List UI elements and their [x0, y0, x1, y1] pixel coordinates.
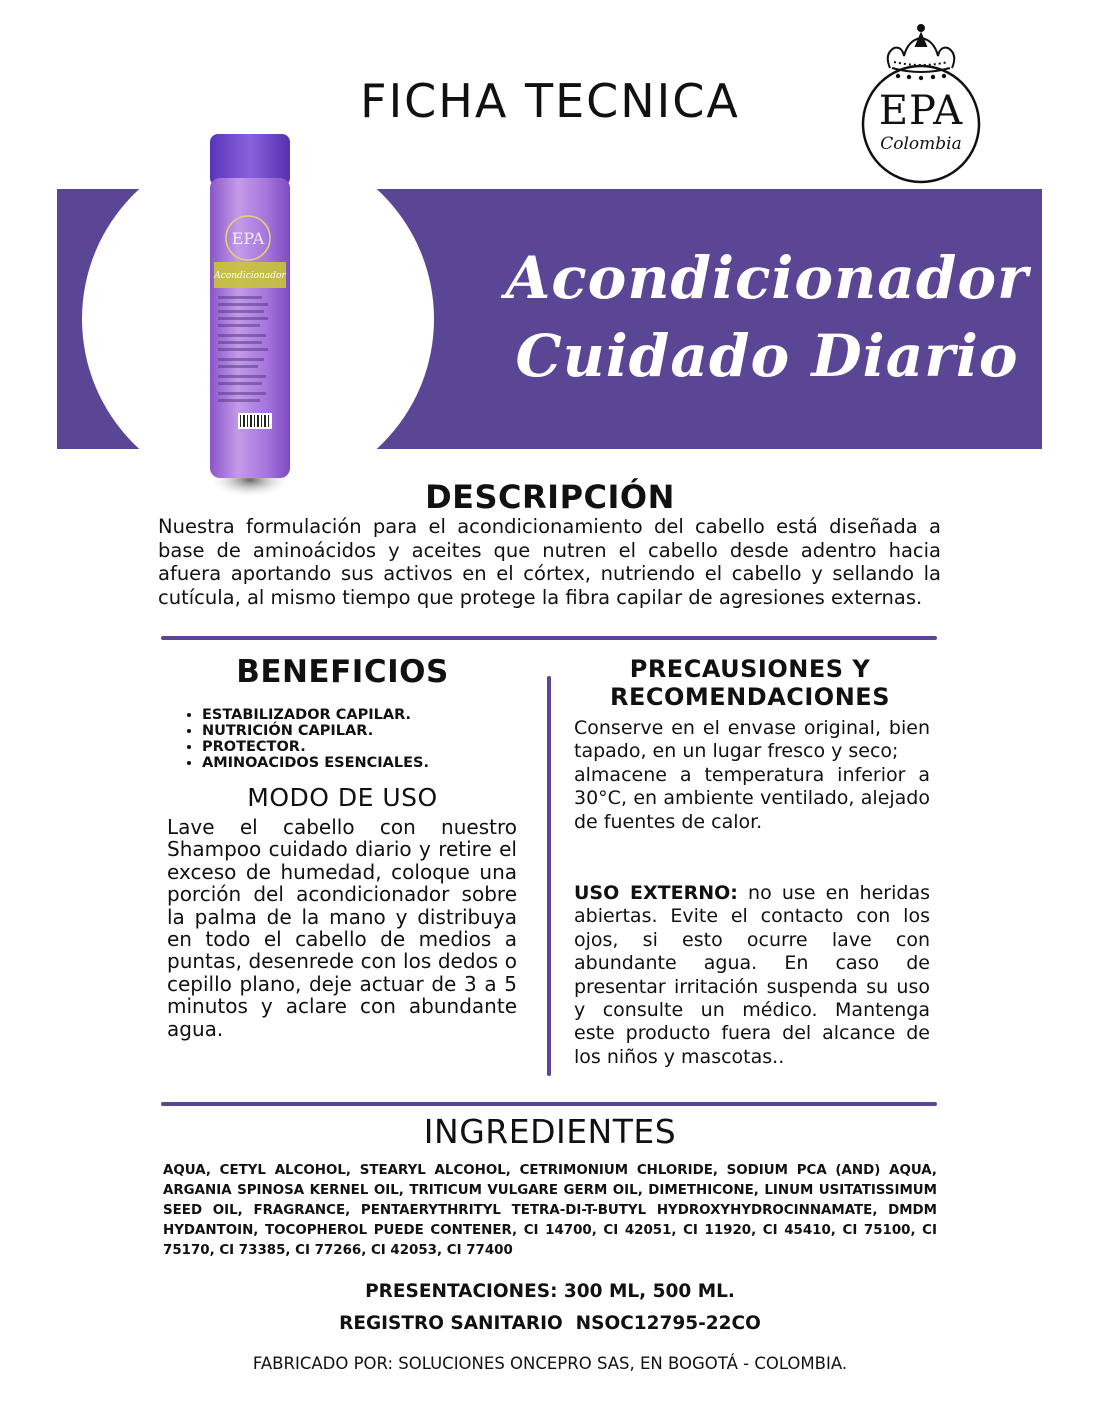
divider-bottom: [161, 1102, 937, 1106]
precauciones-heading: [565, 655, 935, 711]
registro-sanitario: REGISTRO SANITARIO NSOC12795-22CO: [339, 1313, 761, 1334]
product-name-line2: Cuidado Diario: [515, 322, 1019, 390]
product-name: [487, 239, 1042, 395]
svg-text:Acondicionador: Acondicionador: [214, 271, 286, 281]
logo-brand-text: EPA: [878, 88, 964, 134]
uso-externo-label: USO EXTERNO:: [574, 882, 738, 904]
brand-logo: [852, 16, 990, 184]
modo-de-uso-heading: MODO DE USO: [247, 783, 438, 812]
precauciones-text: [574, 717, 930, 834]
precauciones-heading-line1: PRECAUSIONES Y: [629, 655, 871, 683]
product-name-line1: Acondicionador: [505, 244, 1029, 312]
list-item: • NUTRICIÓN CAPILAR.: [202, 723, 429, 739]
list-item: • ESTABILIZADOR CAPILAR.: [202, 707, 429, 723]
precauciones-paragraph-1: Conserve en el envase original, bien tapado, en un lugar fresco y seco;: [574, 717, 930, 763]
beneficios-heading: BENEFICIOS: [236, 654, 449, 690]
divider-top: [161, 636, 937, 640]
column-divider: [547, 676, 551, 1076]
list-item: • PROTECTOR.: [202, 739, 429, 755]
bottle-icon: [200, 128, 300, 500]
product-image: [200, 128, 300, 500]
ingredientes-text: AQUA, CETYL ALCOHOL, STEARYL ALCOHOL, CETRIMONIUM CHLORIDE, SODIUM PCA (AND) AQUA, ARGANIA SPINOSA KERNEL OIL, TRITICUM VULGARE GERM OIL, DIMETHICONE, LINUM USITATISSIMUM SEED OIL, FRAGRANCE, PENTAERYTHRITYL TETRA-DI-T-BUTYL HYDROXYHYDROCINNAMATE, DMDM HYDANTOIN, TOCOPHEROL PUEDE CONTENER, CI 14700, CI 42051, CI 11920, CI 45410, CI 75100, CI 75170, CI 73385, CI 77266, CI 42053, CI 77400: [163, 1163, 937, 1258]
beneficios-list: [180, 707, 429, 771]
svg-text:EPA: EPA: [231, 229, 265, 248]
descripcion-heading: DESCRIPCIÓN: [425, 478, 675, 516]
precauciones-heading-line2: RECOMENDACIONES: [610, 683, 890, 711]
logo-subtitle: Colombia: [880, 134, 962, 154]
precauciones-paragraph-2: almacene a temperatura inferior a 30°C, en ambiente ventilado, alejado de fuentes de calor.: [574, 763, 930, 833]
modo-de-uso-text: Lave el cabello con nuestro Shampoo cuidado diario y retire el exceso de humedad, coloque una porción del acondicionador sobre la palma de la mano y distribuya en todo el cabello de medios a puntas, desenrede con los dedos o cepillo plano, deje actuar de 3 a 5 minutos y aclare con abundante agua.: [167, 815, 517, 1041]
uso-externo-body: no use en heridas abiertas. Evite el contacto con los ojos, si esto ocurre lave con abundante agua. En caso de presentar irritación suspenda su uso y consulte un médico. Mantenga este producto fuera del alcance de los niños y mascotas..: [574, 882, 930, 1068]
list-item: • AMINOACIDOS ESENCIALES.: [202, 755, 429, 771]
presentaciones: PRESENTACIONES: 300 ML, 500 ML.: [365, 1281, 735, 1302]
page-title: FICHA TECNICA: [360, 74, 740, 128]
ingredientes-heading: INGREDIENTES: [423, 1112, 677, 1151]
uso-externo-text: [574, 882, 930, 1069]
descripcion-text: Nuestra formulación para el acondicionamiento del cabello está diseñada a base de aminoácidos y aceites que nutren el cabello desde adentro hacia afuera aportando sus activos en el córtex, nutriendo el cabello y sellando la cutícula, al mismo tiempo que protege la fibra capilar de agresiones externas.: [158, 515, 941, 609]
fabricante: FABRICADO POR: SOLUCIONES ONCEPRO SAS, EN BOGOTÁ - COLOMBIA.: [252, 1354, 848, 1373]
